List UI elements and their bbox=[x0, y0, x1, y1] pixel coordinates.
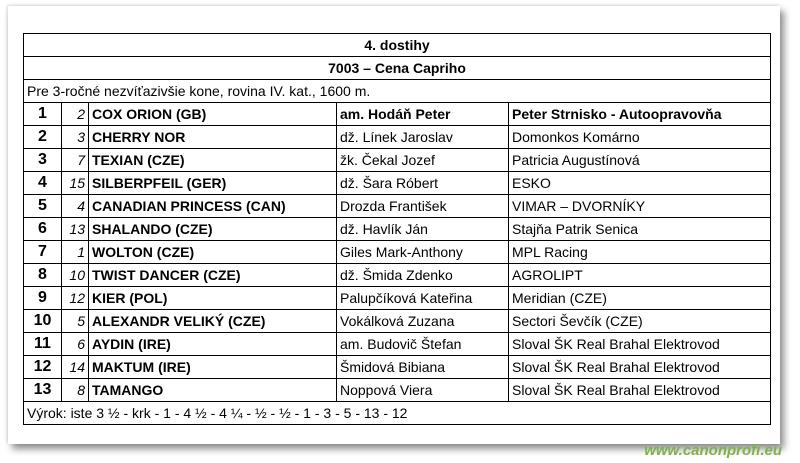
table-row bbox=[24, 103, 771, 126]
race-margins: Výrok: iste 3 ½ - krk - 1 - 4 ½ - 4 ¼ - ½ - ½ - 1 - 3 - 5 - 13 - 12 bbox=[24, 402, 771, 425]
race-name: 7003 – Cena Capriho bbox=[24, 57, 771, 80]
table-row bbox=[24, 172, 771, 195]
place-cell: 11 bbox=[24, 333, 62, 356]
number-cell: 15 bbox=[62, 172, 89, 195]
owner-cell: MPL Racing bbox=[509, 241, 771, 264]
number-cell: 13 bbox=[62, 218, 89, 241]
watermark: www.canonprofi.eu bbox=[644, 442, 782, 459]
jockey-cell: Vokálková Zuzana bbox=[337, 310, 509, 333]
place-cell: 3 bbox=[24, 149, 62, 172]
number-cell: 10 bbox=[62, 264, 89, 287]
table-row bbox=[24, 126, 771, 149]
place-cell: 13 bbox=[24, 379, 62, 402]
place-cell: 10 bbox=[24, 310, 62, 333]
jockey-cell: dž. Línek Jaroslav bbox=[337, 126, 509, 149]
number-cell: 8 bbox=[62, 379, 89, 402]
owner-cell: Sloval ŠK Real Brahal Elektrovod bbox=[509, 379, 771, 402]
number-cell: 12 bbox=[62, 287, 89, 310]
place-cell: 5 bbox=[24, 195, 62, 218]
race-number-row bbox=[24, 34, 771, 57]
horse-cell: MAKTUM (IRE) bbox=[89, 356, 337, 379]
race-conditions: Pre 3-ročné nezvíťazivšie kone, rovina IV. kat., 1600 m. bbox=[24, 80, 771, 103]
number-cell: 7 bbox=[62, 149, 89, 172]
owner-cell: Stajňa Patrik Senica bbox=[509, 218, 771, 241]
horse-cell: KIER (POL) bbox=[89, 287, 337, 310]
horse-cell: SHALANDO (CZE) bbox=[89, 218, 337, 241]
place-cell: 12 bbox=[24, 356, 62, 379]
race-conditions-row bbox=[24, 80, 771, 103]
table-row bbox=[24, 310, 771, 333]
owner-cell: Sloval ŠK Real Brahal Elektrovod bbox=[509, 333, 771, 356]
table-row bbox=[24, 264, 771, 287]
table-row bbox=[24, 241, 771, 264]
owner-cell: Patricia Augustínová bbox=[509, 149, 771, 172]
place-cell: 1 bbox=[24, 103, 62, 126]
race-number: 4. dostihy bbox=[24, 34, 771, 57]
table-row bbox=[24, 195, 771, 218]
jockey-cell: am. Budovič Štefan bbox=[337, 333, 509, 356]
number-cell: 5 bbox=[62, 310, 89, 333]
number-cell: 3 bbox=[62, 126, 89, 149]
jockey-cell: Šmidová Bibiana bbox=[337, 356, 509, 379]
owner-cell: VIMAR – DVORNÍKY bbox=[509, 195, 771, 218]
table-row bbox=[24, 149, 771, 172]
horse-cell: WOLTON (CZE) bbox=[89, 241, 337, 264]
jockey-cell: dž. Šmida Zdenko bbox=[337, 264, 509, 287]
owner-cell: AGROLIPT bbox=[509, 264, 771, 287]
horse-cell: COX ORION (GB) bbox=[89, 103, 337, 126]
place-cell: 2 bbox=[24, 126, 62, 149]
jockey-cell: Giles Mark-Anthony bbox=[337, 241, 509, 264]
owner-cell: Sloval ŠK Real Brahal Elektrovod bbox=[509, 356, 771, 379]
number-cell: 1 bbox=[62, 241, 89, 264]
results-table bbox=[23, 33, 771, 425]
jockey-cell: Palupčíková Kateřina bbox=[337, 287, 509, 310]
place-cell: 8 bbox=[24, 264, 62, 287]
jockey-cell: Drozda František bbox=[337, 195, 509, 218]
table-row bbox=[24, 356, 771, 379]
race-margins-row bbox=[24, 402, 771, 425]
number-cell: 4 bbox=[62, 195, 89, 218]
owner-cell: Sectori Ševčík (CZE) bbox=[509, 310, 771, 333]
table-row bbox=[24, 287, 771, 310]
number-cell: 6 bbox=[62, 333, 89, 356]
jockey-cell: dž. Havlík Ján bbox=[337, 218, 509, 241]
horse-cell: TEXIAN (CZE) bbox=[89, 149, 337, 172]
jockey-cell: žk. Čekal Jozef bbox=[337, 149, 509, 172]
owner-cell: Domonkos Komárno bbox=[509, 126, 771, 149]
table-row bbox=[24, 379, 771, 402]
place-cell: 6 bbox=[24, 218, 62, 241]
place-cell: 4 bbox=[24, 172, 62, 195]
number-cell: 2 bbox=[62, 103, 89, 126]
horse-cell: AYDIN (IRE) bbox=[89, 333, 337, 356]
race-name-row bbox=[24, 57, 771, 80]
jockey-cell: Noppová Viera bbox=[337, 379, 509, 402]
jockey-cell: dž. Šara Róbert bbox=[337, 172, 509, 195]
place-cell: 7 bbox=[24, 241, 62, 264]
owner-cell: ESKO bbox=[509, 172, 771, 195]
place-cell: 9 bbox=[24, 287, 62, 310]
table-row bbox=[24, 218, 771, 241]
owner-cell: Meridian (CZE) bbox=[509, 287, 771, 310]
horse-cell: CANADIAN PRINCESS (CAN) bbox=[89, 195, 337, 218]
horse-cell: CHERRY NOR bbox=[89, 126, 337, 149]
horse-cell: ALEXANDR VELIKÝ (CZE) bbox=[89, 310, 337, 333]
jockey-cell: am. Hodáň Peter bbox=[337, 103, 509, 126]
owner-cell: Peter Strnisko - Autoopravovňa bbox=[509, 103, 771, 126]
horse-cell: TWIST DANCER (CZE) bbox=[89, 264, 337, 287]
horse-cell: TAMANGO bbox=[89, 379, 337, 402]
table-row bbox=[24, 333, 771, 356]
horse-cell: SILBERPFEIL (GER) bbox=[89, 172, 337, 195]
number-cell: 14 bbox=[62, 356, 89, 379]
